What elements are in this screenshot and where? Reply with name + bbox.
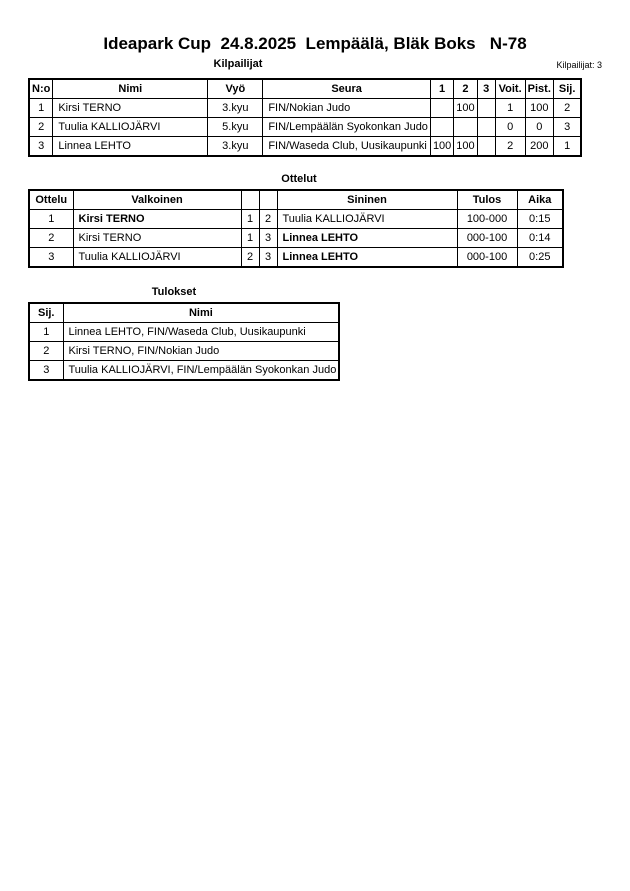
tulokset-header-row <box>29 303 339 323</box>
cell-voit: 2 <box>495 137 525 157</box>
cell-no: 1 <box>29 99 53 118</box>
col-no: N:o <box>29 79 53 99</box>
ottelut-heading: Ottelut <box>281 173 317 185</box>
col-aika: Aika <box>517 190 563 210</box>
col-tulos: Tulos <box>457 190 517 210</box>
col-voit: Voit. <box>495 79 525 99</box>
match-row <box>29 248 563 268</box>
cell-time: 0:25 <box>517 248 563 268</box>
competitor-row <box>29 137 581 157</box>
cell-match-no: 3 <box>29 248 73 268</box>
cell-blue-no: 3 <box>259 229 277 248</box>
cell-place: 2 <box>29 342 63 361</box>
cell-white-name: Kirsi TERNO <box>73 229 241 248</box>
col-1: 1 <box>430 79 453 99</box>
cell-blue-name: Linnea LEHTO <box>277 248 457 268</box>
cell-white-no: 1 <box>241 229 259 248</box>
cell-score: 000-100 <box>457 248 517 268</box>
cell-seura: FIN/Lempäälän Syokonkan Judo <box>263 118 431 137</box>
cell-result-3 <box>477 99 495 118</box>
cell-pist: 100 <box>525 99 553 118</box>
cell-match-no: 1 <box>29 210 73 229</box>
col-vyo: Vyö <box>208 79 263 99</box>
cell-result-2: 100 <box>454 137 477 157</box>
cell-pist: 0 <box>525 118 553 137</box>
cell-white-name: Kirsi TERNO <box>73 210 241 229</box>
cell-time: 0:15 <box>517 210 563 229</box>
col-nimi: Nimi <box>53 79 208 99</box>
result-row <box>29 361 339 381</box>
col-pist: Pist. <box>525 79 553 99</box>
cell-voit: 1 <box>495 99 525 118</box>
tulokset-table <box>28 302 340 381</box>
cell-nimi: Linnea LEHTO <box>53 137 208 157</box>
kilpailijat-heading: Kilpailijat <box>213 58 263 70</box>
cell-voit: 0 <box>495 118 525 137</box>
cell-white-no: 1 <box>241 210 259 229</box>
ottelut-header-row <box>29 190 563 210</box>
cell-seura: FIN/Waseda Club, Uusikaupunki <box>263 137 431 157</box>
match-row <box>29 210 563 229</box>
cell-white-name: Tuulia KALLIOJÄRVI <box>73 248 241 268</box>
col-sij: Sij. <box>553 79 581 99</box>
cell-name-club: Linnea LEHTO, FIN/Waseda Club, Uusikaupunki <box>63 323 339 342</box>
cell-no: 2 <box>29 118 53 137</box>
cell-vyo: 5.kyu <box>208 118 263 137</box>
page-title: Ideapark Cup 24.8.2025 Lempäälä, Bläk Boks N-78 <box>103 34 527 53</box>
cell-result-3 <box>477 137 495 157</box>
cell-name-club: Kirsi TERNO, FIN/Nokian Judo <box>63 342 339 361</box>
cell-result-2: 100 <box>454 99 477 118</box>
col-sininen: Sininen <box>277 190 457 210</box>
cell-result-1: 100 <box>430 137 453 157</box>
cell-result-1 <box>430 99 453 118</box>
cell-sij: 1 <box>553 137 581 157</box>
tulokset-heading: Tulokset <box>151 286 197 298</box>
cell-score: 100-000 <box>457 210 517 229</box>
ottelut-table <box>28 189 564 268</box>
col-2: 2 <box>454 79 477 99</box>
cell-place: 1 <box>29 323 63 342</box>
match-row <box>29 229 563 248</box>
cell-result-3 <box>477 118 495 137</box>
cell-nimi: Kirsi TERNO <box>53 99 208 118</box>
cell-nimi: Tuulia KALLIOJÄRVI <box>53 118 208 137</box>
cell-name-club: Tuulia KALLIOJÄRVI, FIN/Lempäälän Syokonkan Judo <box>63 361 339 381</box>
cell-blue-no: 3 <box>259 248 277 268</box>
cell-result-1 <box>430 118 453 137</box>
col-3: 3 <box>477 79 495 99</box>
cell-blue-no: 2 <box>259 210 277 229</box>
result-row <box>29 342 339 361</box>
cell-vyo: 3.kyu <box>208 137 263 157</box>
competitor-row <box>29 118 581 137</box>
cell-sij: 3 <box>553 118 581 137</box>
cell-time: 0:14 <box>517 229 563 248</box>
cell-match-no: 2 <box>29 229 73 248</box>
cell-blue-name: Linnea LEHTO <box>277 229 457 248</box>
subheader-row <box>0 56 630 78</box>
col-sij: Sij. <box>29 303 63 323</box>
cell-no: 3 <box>29 137 53 157</box>
cell-pist: 200 <box>525 137 553 157</box>
col-white-number <box>241 190 259 210</box>
cell-score: 000-100 <box>457 229 517 248</box>
col-blue-number <box>259 190 277 210</box>
cell-blue-name: Tuulia KALLIOJÄRVI <box>277 210 457 229</box>
col-nimi: Nimi <box>63 303 339 323</box>
competitor-row <box>29 99 581 118</box>
cell-seura: FIN/Nokian Judo <box>263 99 431 118</box>
kilpailijat-header-row <box>29 79 581 99</box>
cell-sij: 2 <box>553 99 581 118</box>
result-row <box>29 323 339 342</box>
col-ottelu: Ottelu <box>29 190 73 210</box>
cell-white-no: 2 <box>241 248 259 268</box>
col-valkoinen: Valkoinen <box>73 190 241 210</box>
cell-result-2 <box>454 118 477 137</box>
col-seura: Seura <box>263 79 431 99</box>
cell-vyo: 3.kyu <box>208 99 263 118</box>
cell-place: 3 <box>29 361 63 381</box>
competitor-count-label: Kilpailijat: 3 <box>556 60 602 70</box>
kilpailijat-table <box>28 78 582 157</box>
